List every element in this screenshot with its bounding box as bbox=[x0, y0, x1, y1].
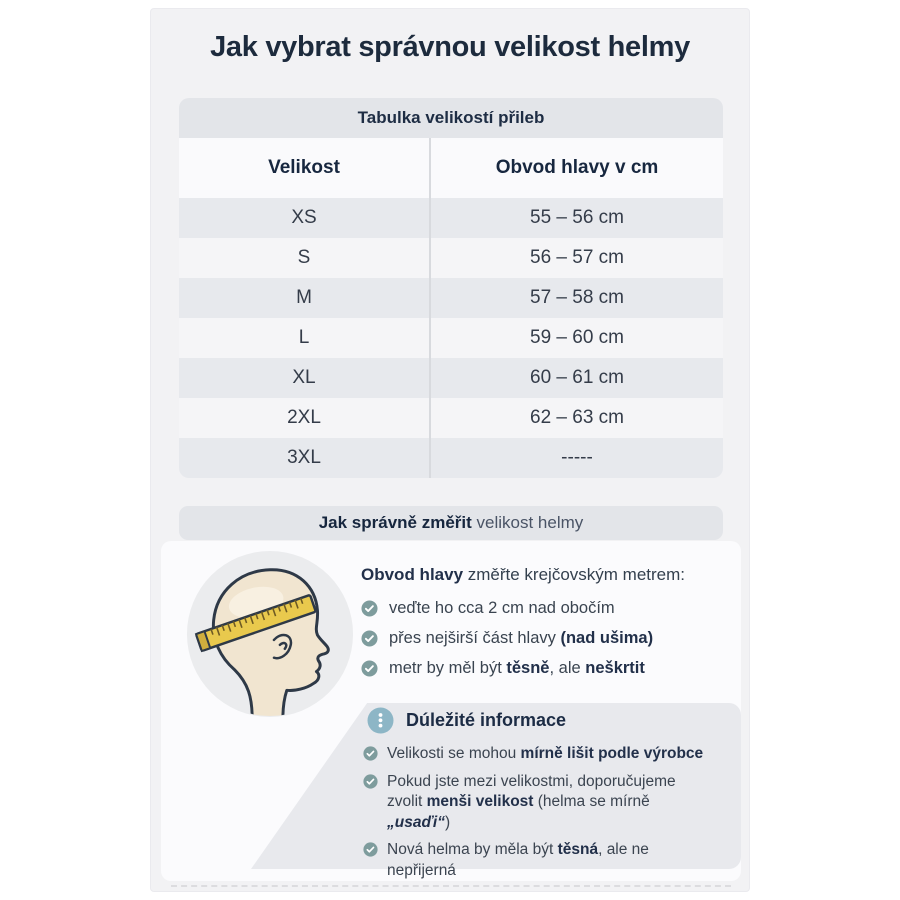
important-info-title: Dúležité informace bbox=[406, 710, 567, 730]
size-table-title: Tabulka velikostí přileb bbox=[179, 98, 723, 138]
important-info-item bbox=[363, 840, 715, 881]
measure-intro: Obvod hlavy změřte krejčovským metrem: bbox=[361, 565, 686, 584]
table-row bbox=[179, 318, 723, 358]
size-cell: S bbox=[179, 238, 431, 278]
check-icon bbox=[361, 630, 378, 647]
info-item-text: Pokud jste mezi velikostmi, doporučujeme zvolit menši velikost (helma se mírně „usaďi“) bbox=[387, 772, 676, 831]
circumference-cell: 62 – 63 cm bbox=[530, 407, 624, 428]
info-item-text: Velikosti se mohou mírně lišit podle výrobce bbox=[387, 745, 704, 762]
head-profile-icon bbox=[185, 549, 355, 719]
important-info-header bbox=[367, 707, 566, 734]
column-header-size: Velikost bbox=[179, 138, 431, 198]
bottom-cut-line bbox=[171, 885, 731, 887]
step-text: metr by měl být těsně, ale neškrtit bbox=[389, 658, 645, 677]
measure-step bbox=[361, 593, 653, 623]
important-info-item bbox=[363, 744, 715, 765]
table-row bbox=[179, 238, 723, 278]
important-info-item bbox=[363, 772, 715, 834]
size-cell: M bbox=[179, 278, 431, 318]
check-icon bbox=[363, 774, 378, 789]
size-cell: XS bbox=[179, 198, 431, 238]
important-info-list bbox=[363, 744, 715, 888]
table-row bbox=[179, 358, 723, 398]
circumference-cell: 59 – 60 cm bbox=[530, 327, 624, 348]
size-cell: L bbox=[179, 318, 431, 358]
content-panel bbox=[150, 8, 750, 892]
head-measuring-illustration bbox=[185, 549, 355, 719]
table-row bbox=[179, 198, 723, 238]
measure-step bbox=[361, 623, 653, 653]
size-table-body bbox=[179, 198, 723, 478]
table-row bbox=[179, 398, 723, 438]
check-icon bbox=[361, 660, 378, 677]
table-row bbox=[179, 278, 723, 318]
check-icon bbox=[363, 842, 378, 857]
size-cell: XL bbox=[179, 358, 431, 398]
measure-content-card bbox=[161, 541, 741, 881]
measure-step bbox=[361, 653, 653, 683]
check-icon bbox=[361, 600, 378, 617]
info-dots-icon bbox=[367, 707, 394, 734]
step-text: přes nejširší část hlavy (nad ušima) bbox=[389, 628, 654, 647]
size-cell: 2XL bbox=[179, 398, 431, 438]
page-title: Jak vybrat správnou velikost helmy bbox=[210, 31, 690, 63]
size-table-column-headers bbox=[179, 138, 723, 198]
step-text: veďte ho cca 2 cm nad obočím bbox=[389, 598, 615, 617]
measure-section-title: Jak správně změřit velikost helmy bbox=[179, 506, 723, 540]
measure-steps bbox=[361, 593, 653, 683]
info-item-text: Nová helma by měla být těsná, ale ne nepřijerná bbox=[387, 841, 649, 879]
circumference-cell: 55 – 56 cm bbox=[530, 207, 624, 228]
size-cell: 3XL bbox=[179, 438, 431, 478]
column-header-circumference: Obvod hlavy v cm bbox=[495, 157, 659, 178]
circumference-cell: 56 – 57 cm bbox=[530, 247, 624, 268]
circumference-cell: 57 – 58 cm bbox=[530, 287, 624, 308]
size-table-section bbox=[179, 98, 723, 478]
table-row bbox=[179, 438, 723, 478]
circumference-cell: 60 – 61 cm bbox=[530, 367, 624, 388]
check-icon bbox=[363, 746, 378, 761]
circumference-cell: ----- bbox=[561, 447, 593, 468]
